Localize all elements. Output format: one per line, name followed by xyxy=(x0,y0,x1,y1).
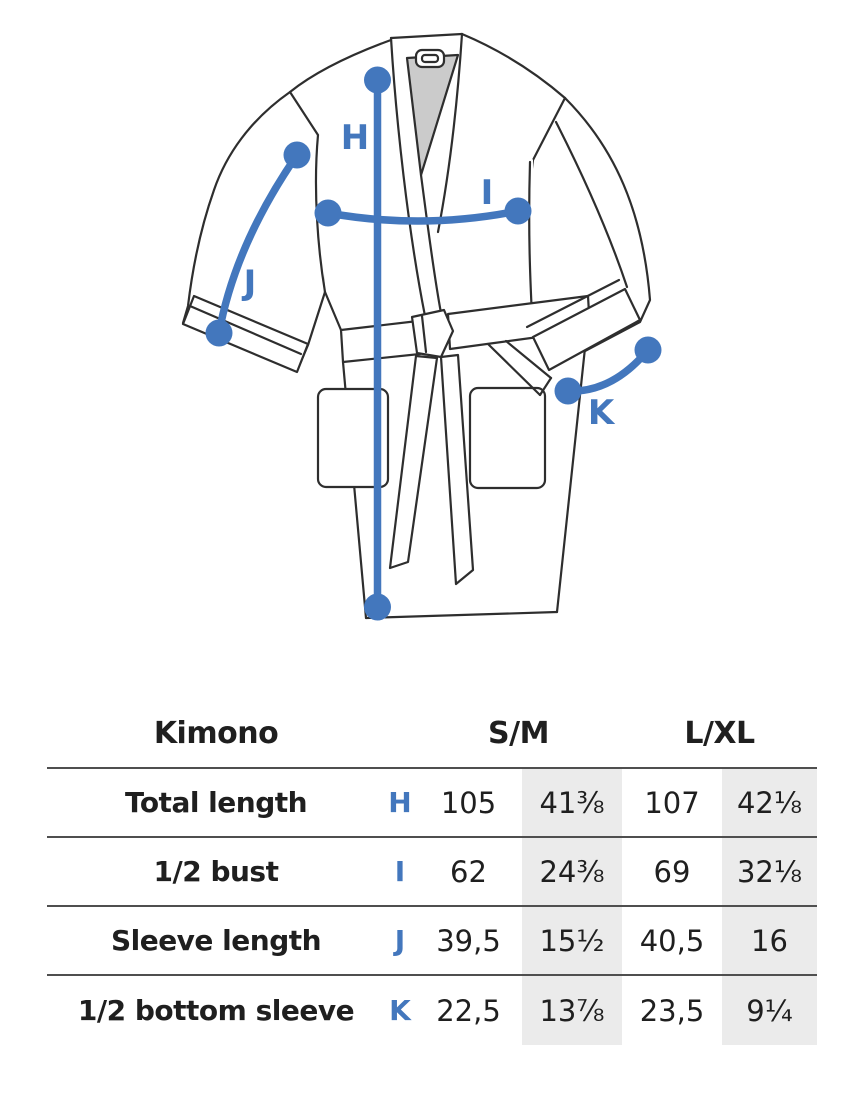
row-letter: K xyxy=(389,994,411,1027)
sm-cm-value: 105 xyxy=(440,785,497,820)
table-row xyxy=(47,976,817,1045)
sm-inch-value: 41⅜ xyxy=(522,769,622,836)
measure-i-right-dot xyxy=(505,198,532,225)
measure-j-top-dot xyxy=(284,142,311,169)
sm-inch-value: 24⅜ xyxy=(522,838,622,905)
sm-cm-value: 39,5 xyxy=(436,923,501,958)
measure-k-right-dot xyxy=(635,337,662,364)
row-label: Sleeve length xyxy=(110,924,322,957)
sm-cm-value: 62 xyxy=(450,854,487,889)
lxl-cm-value: 40,5 xyxy=(639,923,705,958)
sm-cm-value: 22,5 xyxy=(436,993,501,1028)
table-row xyxy=(47,838,817,907)
measure-k-left-dot xyxy=(555,378,582,405)
measure-label-h: H xyxy=(340,118,370,158)
measure-j-bottom-dot xyxy=(206,320,233,347)
table-row xyxy=(47,907,817,976)
header-spacer xyxy=(385,700,415,767)
lxl-inch-value: 42⅛ xyxy=(722,769,817,836)
measure-label-k: K xyxy=(587,393,615,433)
row-label: 1/2 bust xyxy=(153,855,279,888)
right-pocket xyxy=(470,388,545,488)
size-table xyxy=(47,700,817,1045)
table-title: Kimono xyxy=(153,716,279,751)
row-letter: I xyxy=(394,855,406,888)
measure-h-bottom-dot xyxy=(364,594,391,621)
table-row xyxy=(47,769,817,838)
lxl-cm-value: 69 xyxy=(653,854,691,889)
row-letter: H xyxy=(388,786,412,819)
measure-label-i: I xyxy=(480,173,494,213)
sm-inch-value: 13⅞ xyxy=(522,976,622,1045)
size-header-lxl: L/XL xyxy=(684,716,755,751)
lxl-cm-value: 23,5 xyxy=(639,993,705,1028)
hanger-loop xyxy=(416,50,444,67)
lxl-inch-value: 16 xyxy=(722,907,817,974)
size-table-header xyxy=(47,700,817,769)
size-header-sm: S/M xyxy=(488,716,549,751)
measure-label-j: J xyxy=(243,263,257,303)
row-label: 1/2 bottom sleeve xyxy=(77,994,355,1027)
row-label: Total length xyxy=(124,786,308,819)
row-letter: J xyxy=(394,924,406,957)
measure-h-top-dot xyxy=(364,67,391,94)
measure-i-left-dot xyxy=(315,200,342,227)
sm-inch-value: 15½ xyxy=(522,907,622,974)
lxl-inch-value: 9¼ xyxy=(722,976,817,1045)
lxl-cm-value: 107 xyxy=(644,785,700,820)
lxl-inch-value: 32⅛ xyxy=(722,838,817,905)
